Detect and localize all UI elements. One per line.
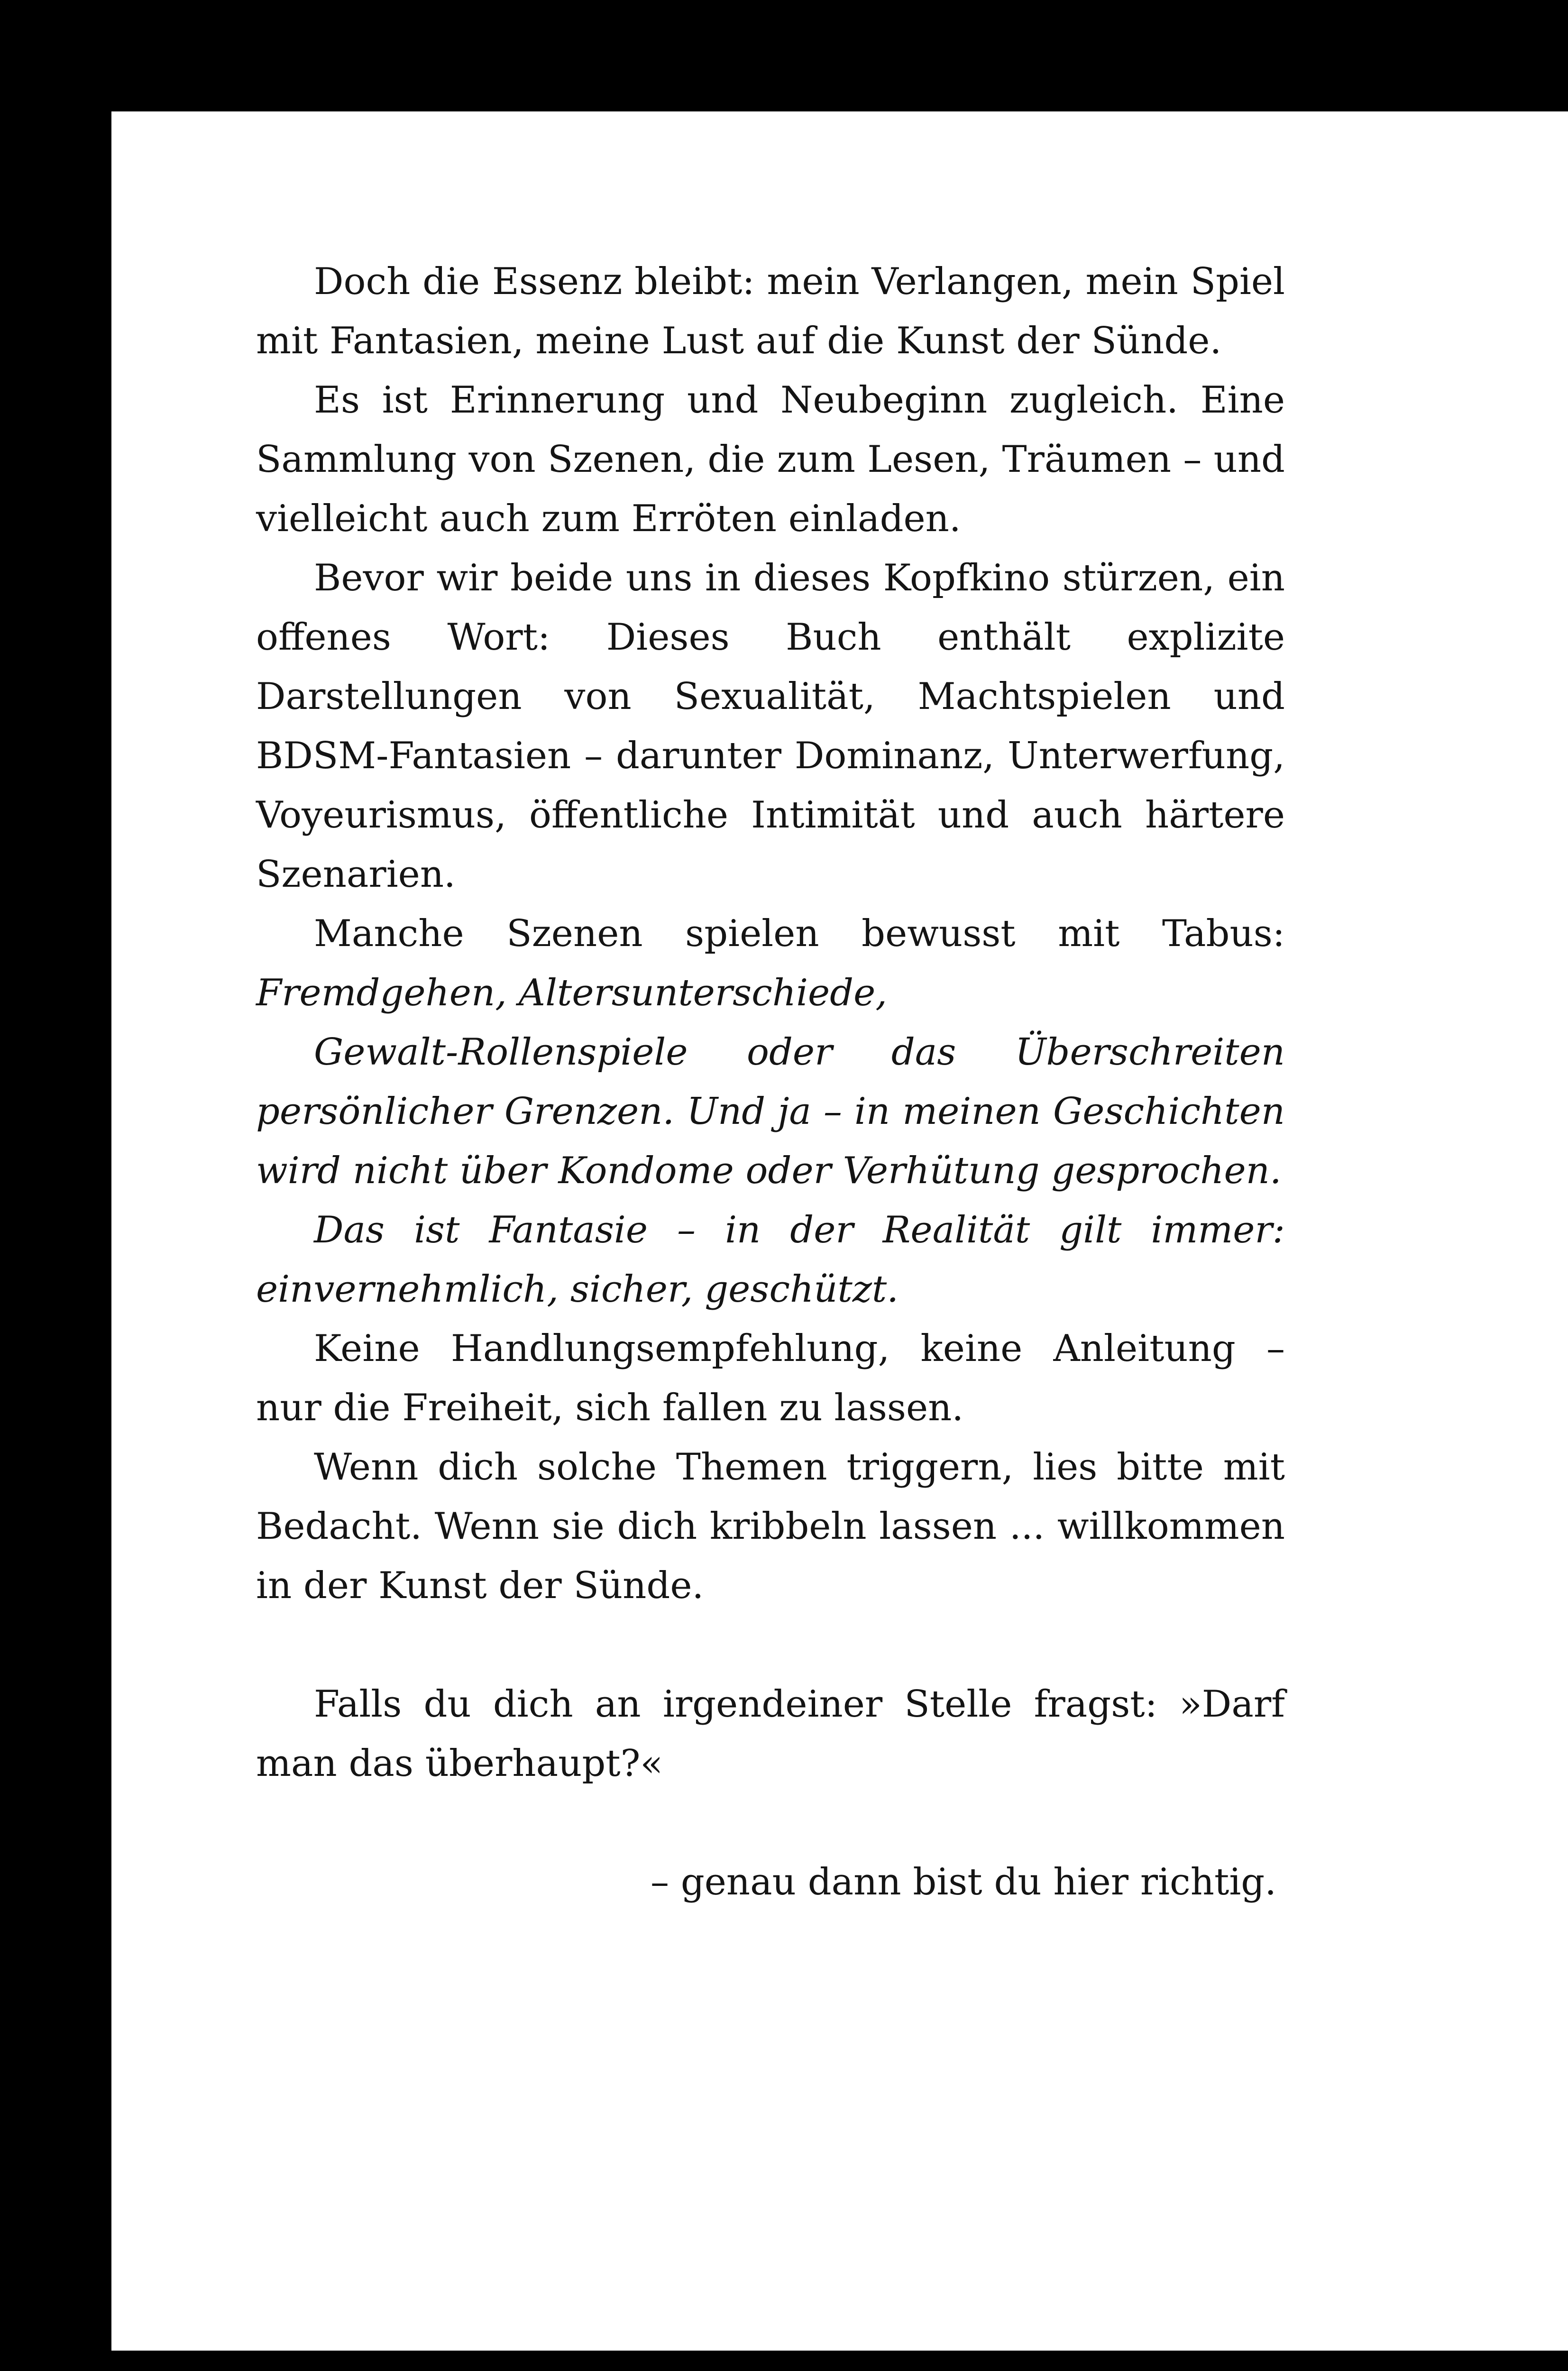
paragraph-trigger: Wenn dich solche Themen triggern, lies bitte mit Bedacht. Wenn sie dich kribbeln lassen ... willkommen in der Kunst der Sünde. (256, 1446, 1285, 1607)
closing-line: – genau dann bist du hier richtig. (651, 1861, 1276, 1903)
paragraph-grenzen: Gewalt-Rollenspiele oder das Überschreiten persönlicher Grenzen. Und ja – in meinen Geschichten wird nicht über Kondome oder Verhütung gesprochen. (256, 1031, 1285, 1192)
book-page (111, 111, 1568, 2351)
paragraph-tabus-text: Manche Szenen spielen bewusst mit Tabus: (314, 912, 1285, 955)
paragraph-tabus-italic: Fremdgehen, Altersunterschiede, (256, 972, 888, 1014)
paragraph-handlungsempfehlung: Keine Handlungsempfehlung, keine Anleitung – nur die Freiheit, sich fallen zu lassen. (256, 1327, 1285, 1429)
paragraph-essenz: Doch die Essenz bleibt: mein Verlangen, mein Spiel mit Fantasien, meine Lust auf die Kunst der Sünde. (256, 260, 1285, 362)
paragraph-erinnerung: Es ist Erinnerung und Neubeginn zugleich. Eine Sammlung von Szenen, die zum Lesen, Träumen – und vielleicht auch zum Erröten einladen. (256, 379, 1285, 540)
paragraph-spacer (256, 1793, 1285, 1853)
page-body (256, 252, 1285, 1912)
paragraph-spacer (256, 1616, 1285, 1675)
paragraph-fantasie: Das ist Fantasie – in der Realität gilt immer: einvernehmlich, sicher, geschützt. (256, 1209, 1285, 1311)
paragraph-content-warning: Bevor wir beide uns in dieses Kopfkino stürzen, ein offenes Wort: Dieses Buch enthält explizite Darstellungen von Sexualität, Machtspielen und BDSM-Fantasien – darunter Dominanz, Unterwerfung, Voyeurismus, öffentliche Intimität und auch härtere Szenarien. (256, 557, 1285, 896)
paragraph-tabus (256, 904, 1285, 1023)
paragraph-frage: Falls du dich an irgendeiner Stelle fragst: »Darf man das überhaupt?« (256, 1683, 1285, 1785)
